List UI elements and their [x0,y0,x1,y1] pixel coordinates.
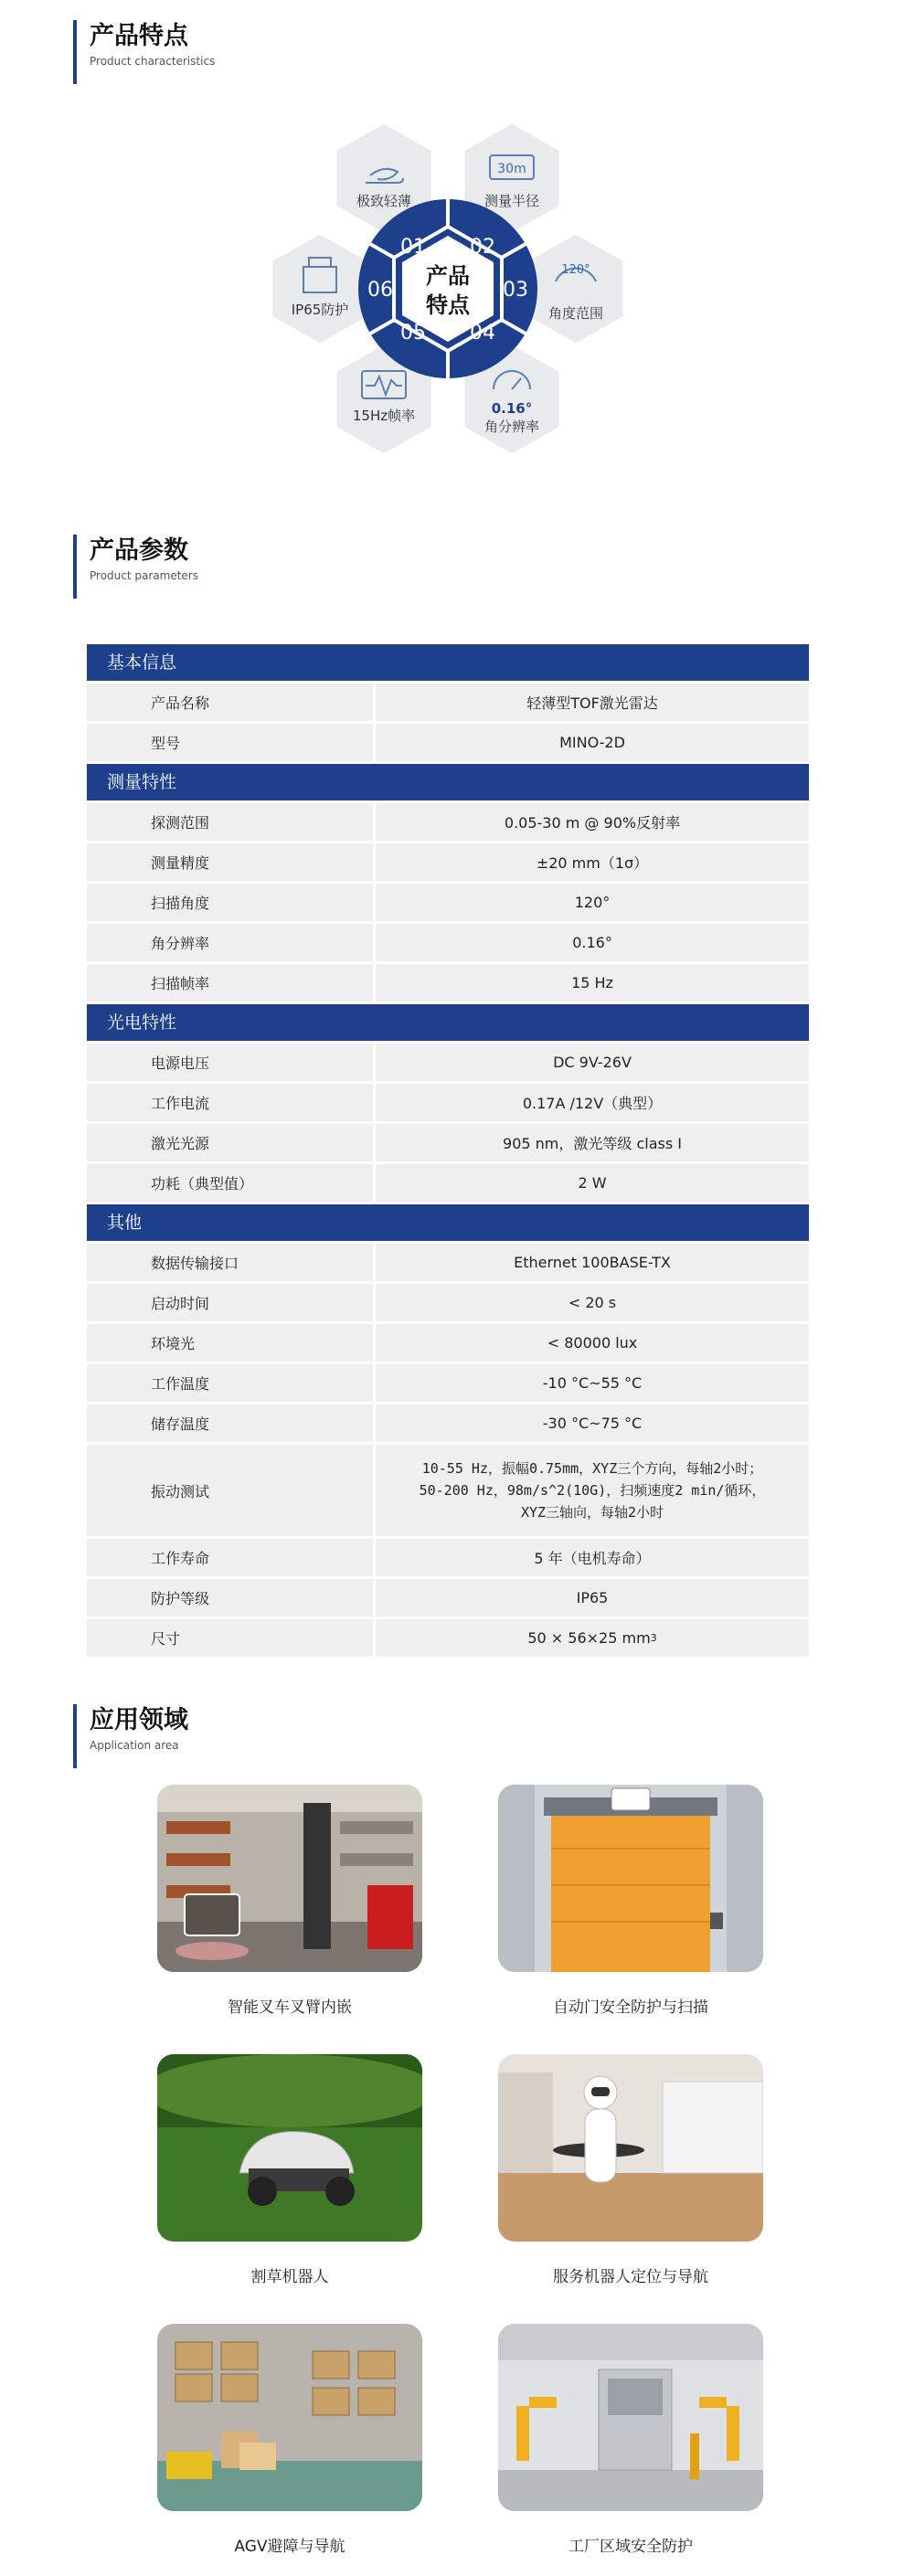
features-section-header [73,20,215,84]
param-value-text: MINO-2D [559,734,625,751]
param-key: 振动测试 [87,1445,373,1536]
param-row [87,1164,809,1202]
param-group-header: 基本信息 [87,644,809,681]
app-card-auto-door [498,1785,763,2017]
param-key: 型号 [87,724,373,761]
service-robot-image [498,2054,763,2242]
param-value [376,1364,809,1402]
param-key: 扫描角度 [87,884,373,921]
param-value-text: 50 × 56×25 mm [527,1629,651,1647]
param-key: 激光光源 [87,1124,373,1161]
agv-warehouse-image [157,2324,422,2511]
param-row [87,1364,809,1402]
app-caption: 智能叉车叉臂内嵌 [228,1998,352,2017]
param-value [376,1084,809,1121]
app-caption: AGV避障与导航 [234,2538,345,2556]
resolution-value: 0.16° [491,400,533,417]
param-row [87,924,809,961]
param-key: 尺寸 [87,1619,373,1657]
app-caption: 工厂区域安全防护 [569,2538,693,2556]
num-05: 05 [400,322,426,345]
param-row [87,1124,809,1161]
param-group-header: 测量特性 [87,764,809,800]
param-value-text: 轻薄型TOF激光雷达 [526,694,658,712]
forklift-warehouse-image [157,1785,422,1972]
param-row [87,1044,809,1081]
param-value-text: 120° [574,894,611,911]
param-value-text: 905 nm，激光等级 class I [503,1135,682,1152]
app-caption: 服务机器人定位与导航 [553,2268,708,2286]
param-value [376,1619,809,1657]
hex-cell-03 [527,233,624,345]
app-card-mower [157,2054,422,2286]
param-value-line: 10-55 Hz，振幅0.75mm，XYZ三个方向，每轴2小时； [421,1460,763,1477]
label-06: IP65防护 [291,302,349,318]
param-value [376,884,809,921]
param-row [87,1619,809,1657]
param-row [87,1244,809,1281]
param-value [376,1445,809,1536]
param-value-text: 0.16° [572,934,612,951]
param-key: 储存温度 [87,1405,373,1442]
param-value-text: < 20 s [568,1294,617,1311]
lawn-mower-image [157,2054,422,2242]
app-card-agv [157,2324,422,2556]
param-row [87,803,809,841]
param-row [87,1579,809,1617]
svg-text:30m: 30m [497,162,526,176]
label-02: 测量半径 [484,193,540,209]
apps-title: 应用领域 [90,1706,188,1734]
param-value [376,1164,809,1202]
param-key: 工作寿命 [87,1539,373,1576]
param-group-header: 其他 [87,1204,809,1241]
param-value-line: 50-200 Hz，98m/s^2(10G)，扫频速度2 min/循环， [419,1482,766,1499]
param-value [376,1324,809,1362]
param-value [376,1579,809,1617]
param-row [87,684,809,721]
param-value [376,924,809,961]
num-06: 06 [367,279,393,302]
apps-subtitle: Application area [90,1739,179,1752]
param-row [87,1284,809,1321]
param-key: 环境光 [87,1324,373,1362]
param-row [87,843,809,881]
param-key: 测量精度 [87,843,373,881]
param-value-text: 0.17A /12V（典型） [522,1095,663,1112]
label-04: 角分辨率 [484,419,540,435]
param-row [87,1084,809,1121]
param-value [376,1124,809,1161]
app-card-factory [498,2324,763,2556]
factory-area-image [498,2324,763,2511]
param-key: 数据传输接口 [87,1244,373,1281]
param-key: 电源电压 [87,1044,373,1081]
label-01: 极致轻薄 [356,193,412,209]
param-row [87,884,809,921]
param-row [87,1405,809,1442]
app-card-service-robot [498,2054,763,2286]
param-key: 扫描帧率 [87,964,373,1002]
param-value-text: DC 9V-26V [553,1054,632,1071]
param-value [376,684,809,721]
feature-hex-diagram [238,119,658,503]
param-row [87,1445,809,1536]
num-02: 02 [470,236,495,259]
param-value-superscript: 3 [650,1632,657,1644]
param-value [376,1284,809,1321]
num-01: 01 [400,236,426,259]
app-card-forklift [157,1785,422,2017]
param-row [87,1324,809,1362]
param-value-text: 0.05-30 m @ 90%反射率 [504,814,681,832]
param-key: 工作温度 [87,1364,373,1402]
param-key: 探测范围 [87,803,373,841]
param-value-text: 15 Hz [571,974,613,991]
param-value [376,964,809,1002]
auto-door-image [498,1785,763,1972]
param-value [376,803,809,841]
num-03: 03 [503,279,528,302]
app-caption: 自动门安全防护与扫描 [553,1998,708,2017]
param-value [376,1405,809,1442]
center-line-2: 特点 [426,292,470,318]
param-value-text: ±20 mm（1σ） [536,854,649,872]
param-key: 产品名称 [87,684,373,721]
param-key: 启动时间 [87,1284,373,1321]
param-value [376,1539,809,1576]
label-05: 15Hz帧率 [352,408,416,424]
param-key: 功耗（典型值） [87,1164,373,1202]
params-title: 产品参数 [90,536,188,565]
param-value [376,843,809,881]
param-value-text: -10 °C~55 °C [542,1374,643,1392]
center-line-1: 产品 [426,263,470,289]
param-value-text: -30 °C~75 °C [542,1415,643,1432]
app-caption: 割草机器人 [250,2268,329,2286]
param-row [87,964,809,1002]
hex-cell-06 [271,233,368,345]
features-title: 产品特点 [90,22,188,50]
param-key: 工作电流 [87,1084,373,1121]
svg-text:120°: 120° [561,263,590,277]
num-04: 04 [470,322,495,345]
param-key: 防护等级 [87,1579,373,1617]
param-row [87,1539,809,1576]
param-value-text: 5 年（电机寿命） [534,1550,651,1567]
features-subtitle: Product characteristics [90,55,216,68]
params-subtitle: Product parameters [90,569,198,582]
param-value-text: < 80000 lux [547,1334,638,1352]
param-value [376,724,809,761]
param-value [376,1044,809,1081]
param-key: 角分辨率 [87,924,373,961]
param-value-line: XYZ三轴向，每轴2小时 [520,1504,664,1521]
param-value-text: Ethernet 100BASE-TX [514,1254,671,1271]
params-table [87,644,809,1659]
feature-hex-svg [238,119,658,503]
param-value-text: 2 W [578,1174,607,1192]
param-value [376,1244,809,1281]
params-section-header [73,535,198,599]
param-value-text: IP65 [576,1589,609,1606]
param-row [87,724,809,761]
apps-section-header [73,1704,188,1768]
param-group-header: 光电特性 [87,1004,809,1041]
label-03: 角度范围 [547,305,604,322]
